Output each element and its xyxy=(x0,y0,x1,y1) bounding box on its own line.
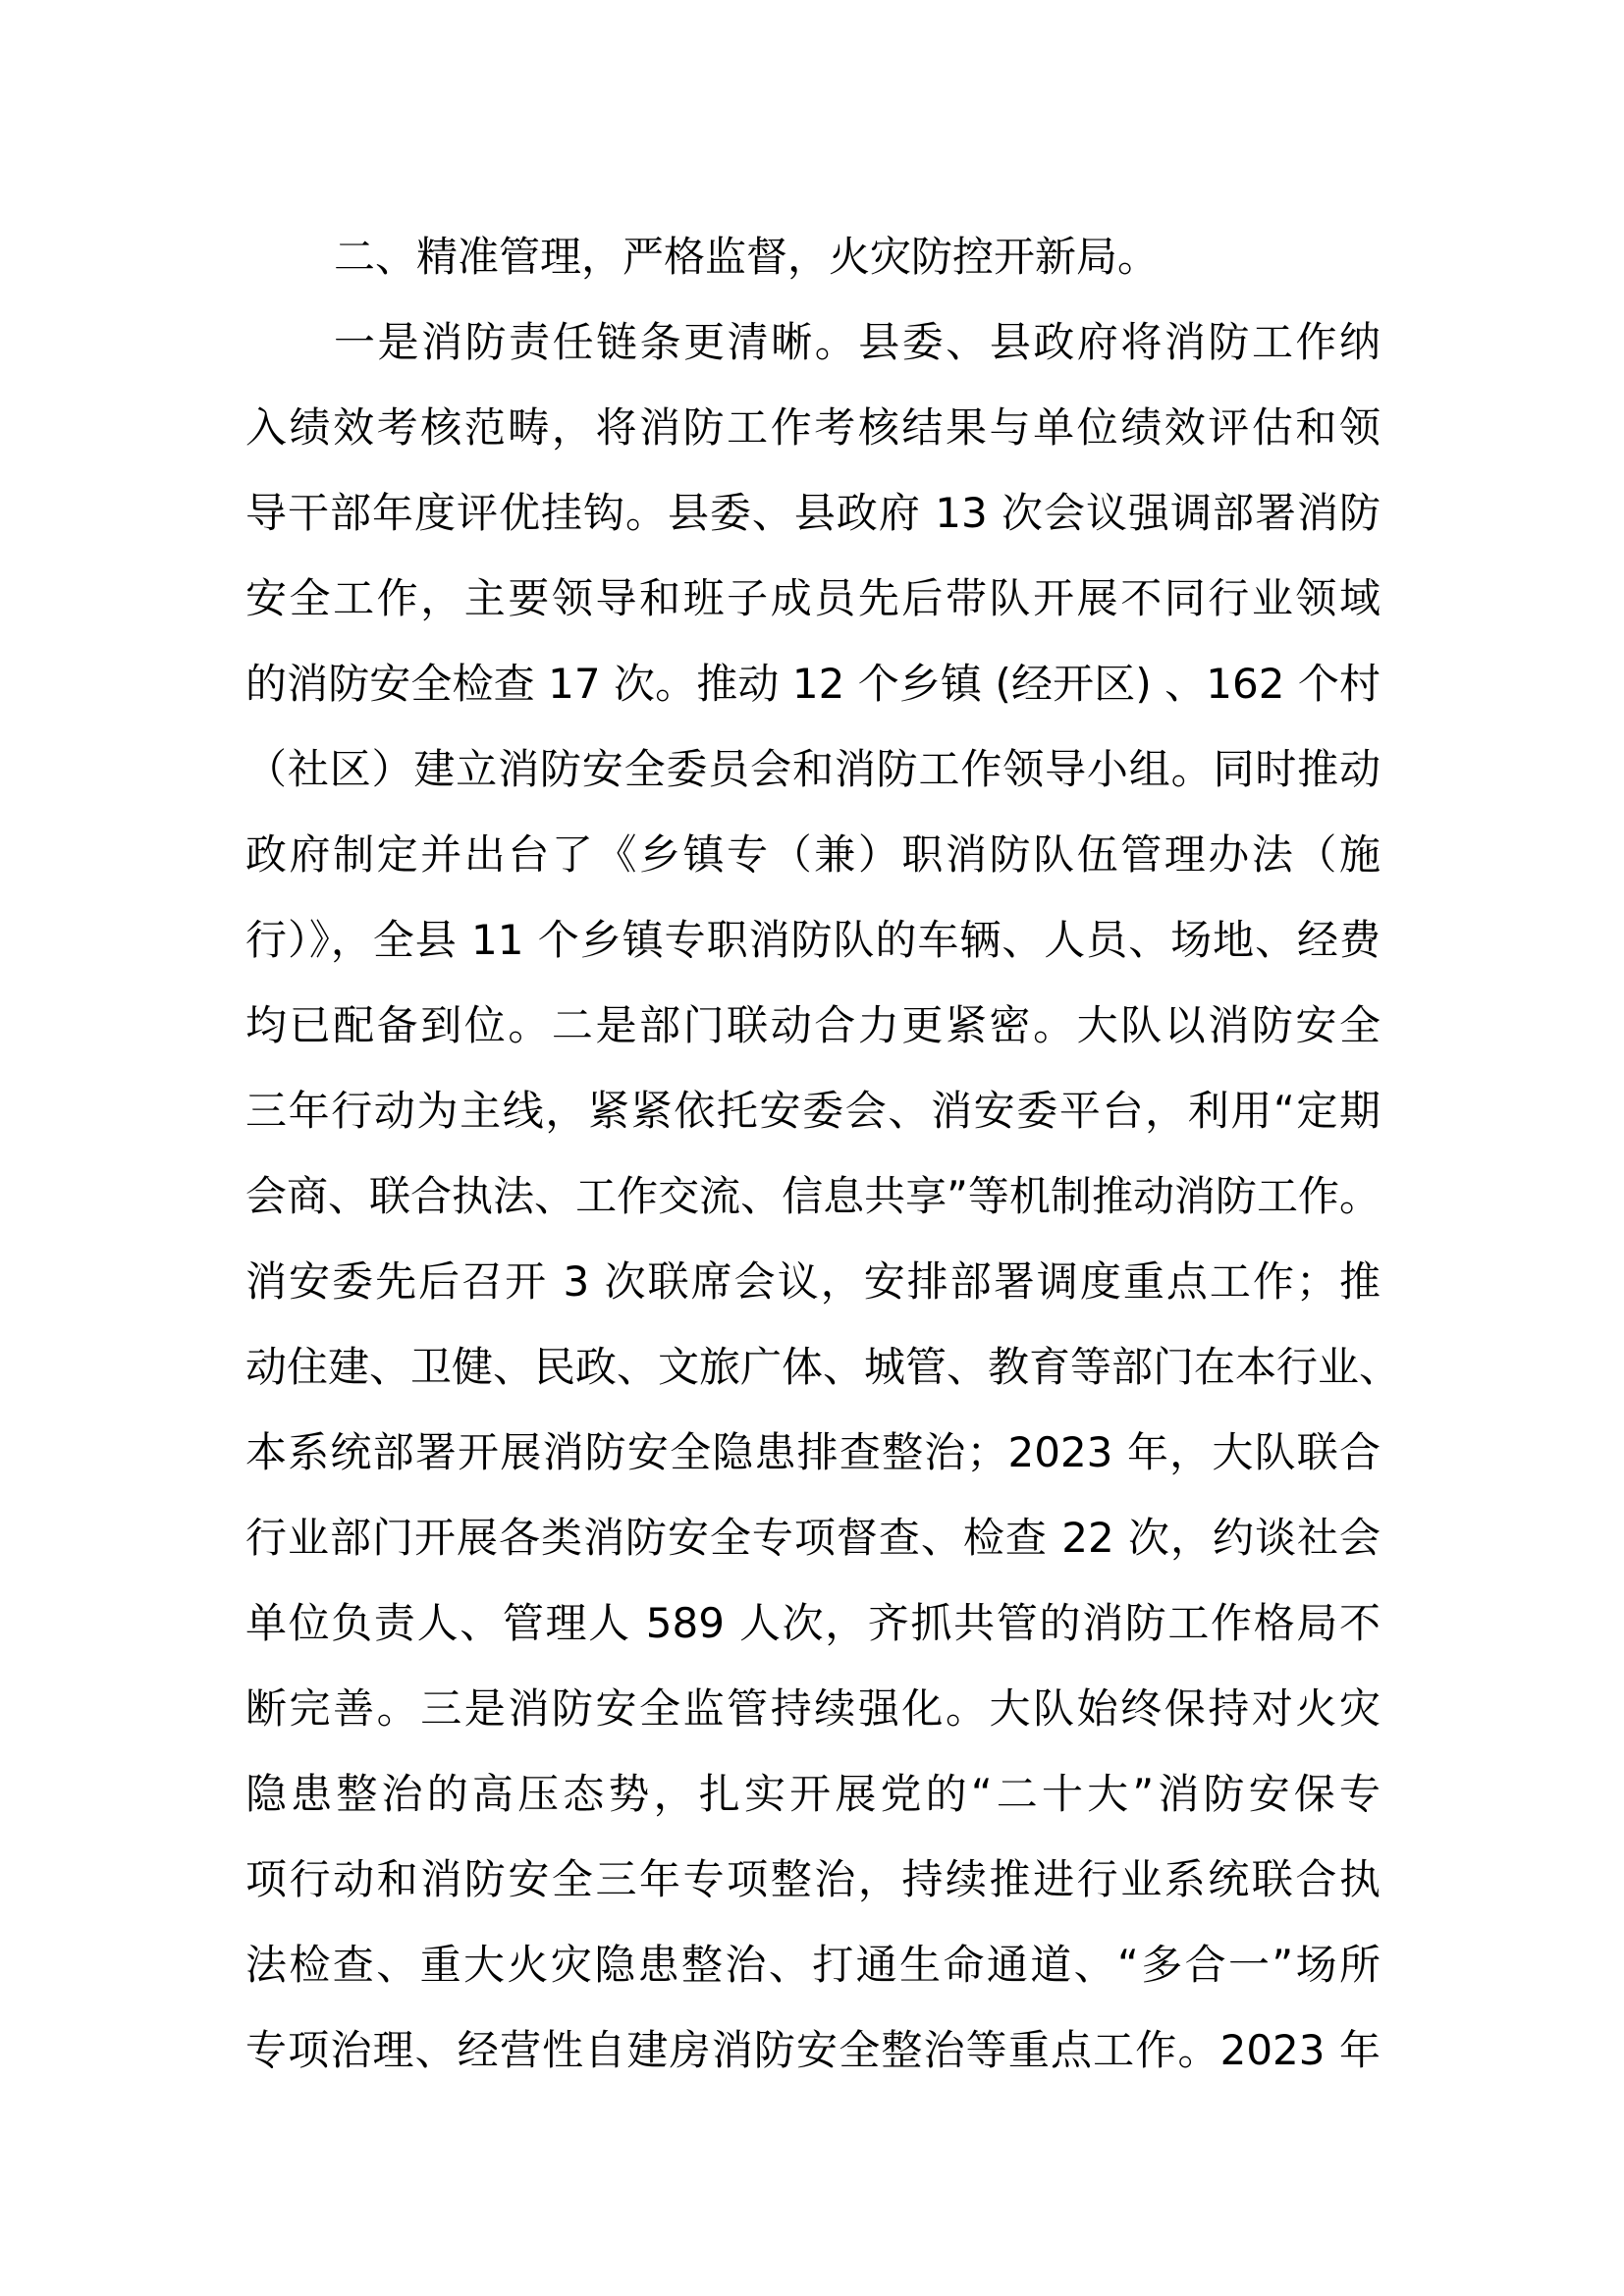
paragraph-line: （社区）建立消防安全委员会和消防工作领导小组。同时推动 xyxy=(245,745,1380,793)
paragraph-line: 项行动和消防安全三年专项整治，持续推进行业系统联合执 xyxy=(245,1855,1380,1903)
paragraph-line: 会商、联合执法、工作交流、信息共享”等机制推动消防工作。 xyxy=(245,1172,1380,1220)
paragraph-line: 单位负责人、管理人 589 人次，齐抓共管的消防工作格局不 xyxy=(245,1599,1380,1647)
paragraph-line: 行）》，全县 11 个乡镇专职消防队的车辆、人员、场地、经费 xyxy=(245,916,1380,964)
paragraph-line: 断完善。三是消防安全监管持续强化。大队始终保持对火灾 xyxy=(245,1684,1380,1733)
paragraph-line: 三年行动为主线，紧紧依托安委会、消安委平台，利用“定期 xyxy=(245,1087,1380,1135)
paragraph-line: 导干部年度评优挂钩。县委、县政府 13 次会议强调部署消防 xyxy=(245,489,1380,537)
paragraph-line: 专项治理、经营性自建房消防安全整治等重点工作。2023 年 xyxy=(245,2026,1380,2074)
section-heading: 二、精准管理，严格监督，火灾防控开新局。 xyxy=(334,233,1160,281)
paragraph-line: 入绩效考核范畴，将消防工作考核结果与单位绩效评估和领 xyxy=(245,403,1380,452)
paragraph-line: 隐患整治的高压态势，扎实开展党的“二十大”消防安保专 xyxy=(245,1770,1380,1818)
paragraph-line: 法检查、重大火灾隐患整治、打通生命通道、“多合一”场所 xyxy=(245,1941,1380,1989)
paragraph-line: 安全工作，主要领导和班子成员先后带队开展不同行业领域 xyxy=(245,574,1380,622)
paragraph-line: 动住建、卫健、民政、文旅广体、城管、教育等部门在本行业、 xyxy=(245,1343,1401,1391)
paragraph-line: 的消防安全检查 17 次。推动 12 个乡镇 (经开区) 、162 个村 xyxy=(245,660,1380,708)
paragraph-line: 一是消防责任链条更清晰。县委、县政府将消防工作纳 xyxy=(334,318,1380,366)
paragraph-line: 均已配备到位。二是部门联动合力更紧密。大队以消防安全 xyxy=(245,1001,1380,1049)
document-page xyxy=(245,214,1401,2093)
paragraph-line: 政府制定并出台了《乡镇专（兼）职消防队伍管理办法（施 xyxy=(245,830,1380,879)
paragraph-line: 本系统部署开展消防安全隐患排查整治；2023 年，大队联合 xyxy=(245,1428,1380,1476)
paragraph-line: 行业部门开展各类消防安全专项督查、检查 22 次，约谈社会 xyxy=(245,1514,1380,1562)
paragraph-line: 消安委先后召开 3 次联席会议，安排部署调度重点工作；推 xyxy=(245,1257,1380,1306)
